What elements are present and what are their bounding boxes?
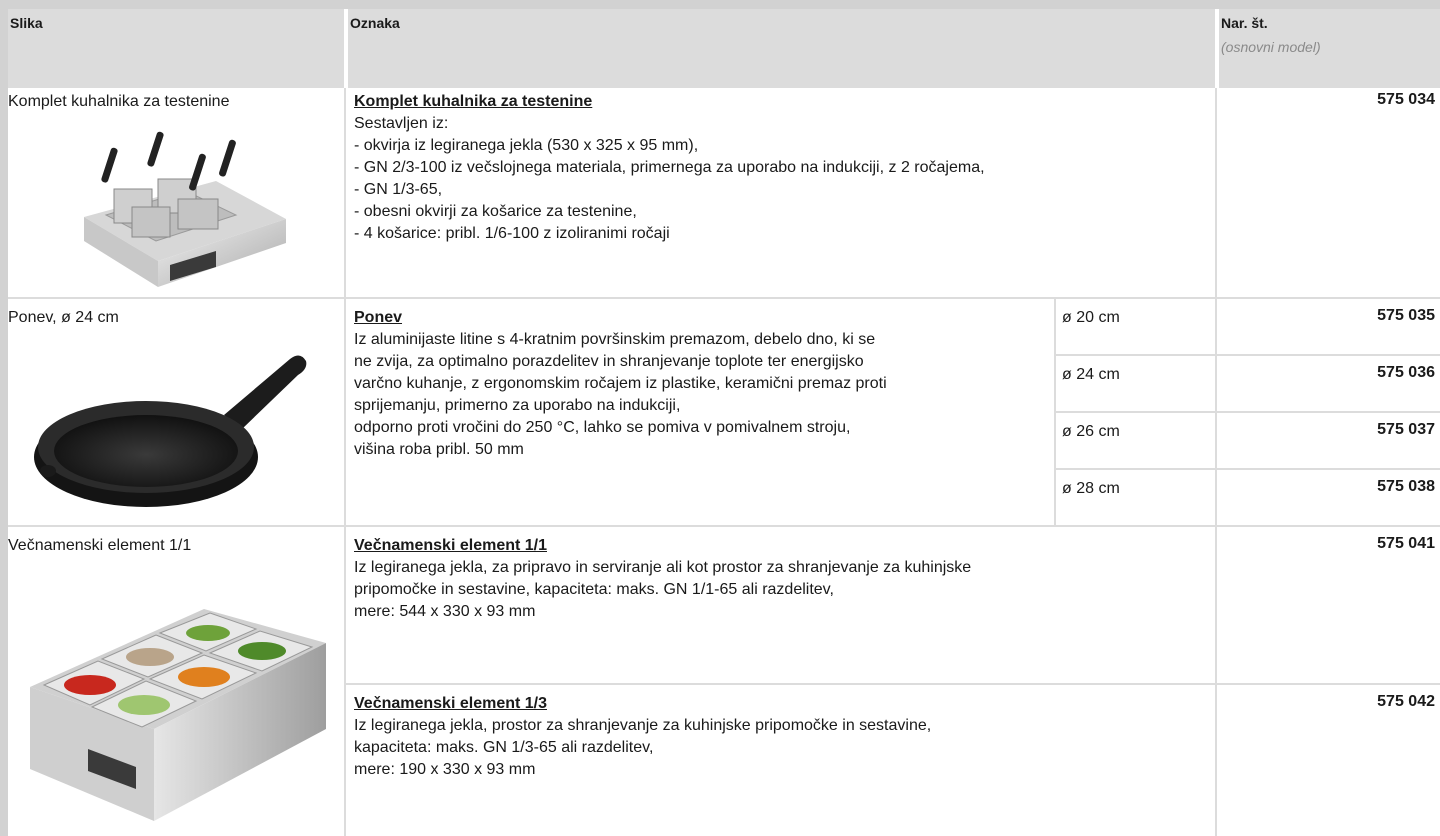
- pan-image: [28, 329, 328, 519]
- image-caption: Ponev, ø 24 cm: [8, 309, 119, 326]
- description-line: Iz aluminijaste litine s 4-kratnim površinskim premazom, debelo dno, ki se: [354, 331, 876, 348]
- order-number: 575 037: [1377, 421, 1435, 438]
- description-line: sprijemanju, primerno za uporabo na indukciji,: [354, 397, 681, 414]
- column-divider-2: [1215, 88, 1217, 836]
- header-sublabel-base-model: (osnovni model): [1221, 39, 1321, 55]
- description-line: mere: 544 x 330 x 93 mm: [354, 603, 536, 620]
- sub-row-divider: [344, 683, 1440, 685]
- header-label-description: Oznaka: [350, 15, 400, 31]
- product-title: Ponev: [354, 309, 403, 326]
- description-line: - GN 1/3-65,: [354, 181, 443, 198]
- variant-divider-3: [1054, 468, 1440, 470]
- size-variant: ø 24 cm: [1062, 366, 1120, 383]
- description-line: kapaciteta: maks. GN 1/3-65 ali razdelitev,: [354, 739, 654, 756]
- description-line: Sestavljen iz:: [354, 115, 449, 132]
- description-line: - 4 košarice: pribl. 1/6-100 z izoliranimi ročaji: [354, 225, 670, 242]
- order-number: 575 036: [1377, 364, 1435, 381]
- description-line: - okvirja iz legiranega jekla (530 x 325 x 95 mm),: [354, 137, 699, 154]
- product-title: Komplet kuhalnika za testenine: [354, 93, 593, 110]
- description-line: - obesni okvirji za košarice za testenine,: [354, 203, 637, 220]
- column-divider-1: [344, 88, 346, 836]
- left-margin-strip: [0, 0, 8, 836]
- header-label-image: Slika: [10, 15, 43, 31]
- order-number: 575 042: [1377, 693, 1435, 710]
- row-divider-2: [8, 525, 1440, 527]
- description-line: - GN 2/3-100 iz večslojnega materiala, primernega za uporabo na indukciji, z 2 ročajema,: [354, 159, 985, 176]
- product-table: [8, 9, 1440, 836]
- size-variant: ø 20 cm: [1062, 309, 1120, 326]
- order-number: 575 041: [1377, 535, 1435, 552]
- size-variant: ø 28 cm: [1062, 480, 1120, 497]
- row-divider-1: [8, 297, 1440, 299]
- description-line: ne zvija, za optimalno porazdelitev in shranjevanje toplote ter energijsko: [354, 353, 864, 370]
- header-cell-order-number: [1219, 9, 1440, 88]
- description-line: varčno kuhanje, z ergonomskim ročajem iz plastike, keramični premaz proti: [354, 375, 887, 392]
- order-number: 575 038: [1377, 478, 1435, 495]
- variant-divider-2: [1054, 411, 1440, 413]
- pasta-cooker-image: [66, 119, 296, 291]
- order-number: 575 034: [1377, 91, 1435, 108]
- multipurpose-element-image: [18, 599, 333, 829]
- description-line: odporno proti vročini do 250 °C, lahko se pomiva v pomivalnem stroju,: [354, 419, 851, 436]
- header-label-order-number: Nar. št.: [1221, 15, 1268, 31]
- description-line: mere: 190 x 330 x 93 mm: [354, 761, 536, 778]
- product-title: Večnamenski element 1/1: [354, 537, 547, 554]
- top-margin-strip: [0, 0, 1440, 9]
- header-cell-image: [8, 9, 344, 88]
- variant-divider-1: [1054, 354, 1440, 356]
- description-line: višina roba pribl. 50 mm: [354, 441, 524, 458]
- product-title: Večnamenski element 1/3: [354, 695, 547, 712]
- size-variant: ø 26 cm: [1062, 423, 1120, 440]
- order-number: 575 035: [1377, 307, 1435, 324]
- description-line: pripomočke in sestavine, kapaciteta: maks. GN 1/1-65 ali razdelitev,: [354, 581, 834, 598]
- description-line: Iz legiranega jekla, za pripravo in serviranje ali kot prostor za shranjevanje za kuhinjske: [354, 559, 972, 576]
- image-caption: Večnamenski element 1/1: [8, 537, 192, 554]
- image-caption: Komplet kuhalnika za testenine: [8, 93, 230, 110]
- description-line: Iz legiranega jekla, prostor za shranjevanje za kuhinjske pripomočke in sestavine,: [354, 717, 932, 734]
- header-cell-description: [348, 9, 1215, 88]
